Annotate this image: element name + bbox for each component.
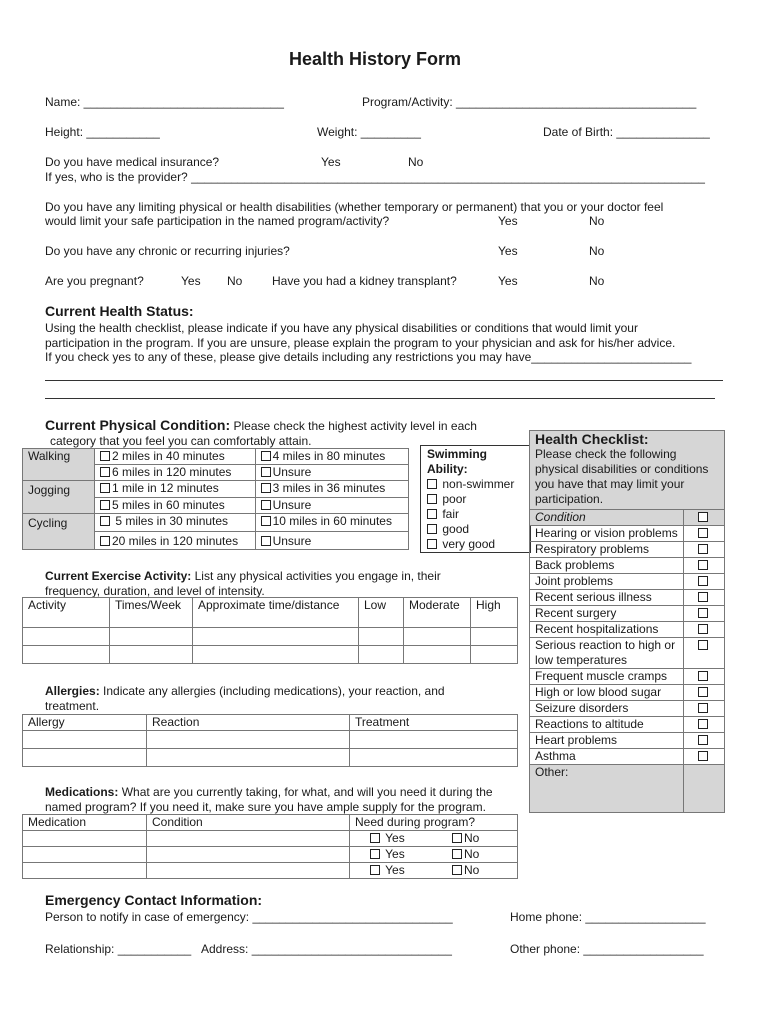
walking-option-unsure[interactable]: Unsure <box>255 465 408 481</box>
checklist-row <box>530 685 725 701</box>
exercise-header-low: Low <box>359 598 404 628</box>
allergies-intro2: treatment. <box>45 699 100 713</box>
relationship-field[interactable]: Relationship: ___________ <box>45 942 192 956</box>
emergency-person-field[interactable]: Person to notify in case of emergency: ______________________________ <box>45 910 453 924</box>
need-during-program-cell <box>350 831 518 847</box>
checkbox-icon[interactable] <box>370 849 380 859</box>
checklist-row <box>530 701 725 717</box>
exercise-heading: Current Exercise Activity: <box>45 569 192 583</box>
checkbox-icon[interactable] <box>698 719 708 729</box>
checklist-row <box>530 558 725 574</box>
table-cell[interactable] <box>471 646 518 664</box>
condition-header: Condition <box>530 510 684 526</box>
checklist-item-label: High or low blood sugar <box>530 685 684 701</box>
checkbox-icon[interactable] <box>100 451 110 461</box>
checklist-item-label: Recent hospitalizations <box>530 622 684 638</box>
checkbox-icon[interactable] <box>452 849 462 859</box>
checklist-row <box>530 733 725 749</box>
checklist-row <box>530 749 725 765</box>
table-cell[interactable] <box>23 628 110 646</box>
checkbox-icon[interactable] <box>100 516 110 526</box>
medications-intro <box>45 785 493 799</box>
health-status-line2: participation in the program. If you are unsure, please explain the program to your physician and ask for his/her advice. <box>45 336 676 350</box>
insurance-yes[interactable]: Yes <box>321 155 341 169</box>
checklist-item-check[interactable] <box>684 638 725 669</box>
checkbox-icon[interactable] <box>698 751 708 761</box>
jogging-option-unsure[interactable]: Unsure <box>255 498 408 514</box>
condition-check-header <box>684 510 725 526</box>
checkbox-icon[interactable] <box>427 509 437 519</box>
checklist-item-check[interactable] <box>684 622 725 638</box>
swimming-option-good[interactable]: good <box>427 522 524 537</box>
allergies-table <box>22 714 518 767</box>
checklist-row <box>530 542 725 558</box>
health-status-line3: If you check yes to any of these, please give details including any restrictions you may have________________________ <box>45 350 692 364</box>
medications-intro2: named program? If you need it, make sure you have ample supply for the program. <box>45 800 486 814</box>
emergency-heading: Emergency Contact Information: <box>45 892 263 908</box>
checkbox-icon[interactable] <box>100 536 110 546</box>
checkbox-icon[interactable] <box>698 576 708 586</box>
walking-label: Walking <box>23 449 95 481</box>
table-cell[interactable] <box>23 831 147 847</box>
need-yes-option[interactable]: Yes <box>370 863 452 878</box>
table-cell[interactable] <box>147 731 350 749</box>
walking-option-1[interactable]: 2 miles in 40 minutes <box>95 449 256 465</box>
kidney-yes[interactable]: Yes <box>498 274 518 288</box>
checklist-row <box>530 717 725 733</box>
allergies-intro <box>45 684 445 698</box>
swimming-ability-box <box>420 445 531 553</box>
checkbox-icon[interactable] <box>698 735 708 745</box>
table-cell[interactable] <box>23 863 147 879</box>
checklist-item-check[interactable] <box>684 717 725 733</box>
table-cell[interactable] <box>350 731 518 749</box>
checklist-item-check[interactable] <box>684 558 725 574</box>
swimming-subtitle: Ability: <box>427 462 468 476</box>
need-yes-option[interactable]: Yes <box>370 847 452 862</box>
chronic-no[interactable]: No <box>589 244 605 258</box>
exercise-table <box>22 597 518 664</box>
exercise-header-moderate: Moderate <box>404 598 471 628</box>
need-no-option[interactable]: No <box>452 831 479 845</box>
details-line-1[interactable] <box>45 380 723 381</box>
table-row <box>23 646 518 664</box>
exercise-header-distance: Approximate time/distance <box>193 598 359 628</box>
table-cell[interactable] <box>147 863 350 879</box>
checkbox-icon[interactable] <box>698 560 708 570</box>
swimming-option-fair[interactable]: fair <box>427 507 524 522</box>
checkbox-icon[interactable] <box>698 703 708 713</box>
allergies-intro1: Indicate any allergies (including medications), your reaction, and <box>103 684 445 698</box>
table-cell[interactable] <box>147 847 350 863</box>
medications-heading: Medications: <box>45 785 119 799</box>
checklist-item-label: Back problems <box>530 558 684 574</box>
checkbox-icon[interactable] <box>261 500 271 510</box>
kidney-no[interactable]: No <box>589 274 605 288</box>
checklist-other-label: Other: <box>530 765 684 813</box>
allergies-heading: Allergies: <box>45 684 100 698</box>
checkbox-icon[interactable] <box>698 640 708 650</box>
need-during-program-cell <box>350 847 518 863</box>
table-row <box>23 628 518 646</box>
checkbox-icon[interactable] <box>427 494 437 504</box>
checklist-item-label: Hearing or vision problems <box>530 526 684 542</box>
cycling-option-1[interactable]: 5 miles in 30 minutes <box>95 514 256 532</box>
table-cell[interactable] <box>23 847 147 863</box>
table-cell[interactable] <box>350 749 518 767</box>
need-during-program-cell <box>350 863 518 879</box>
jogging-label: Jogging <box>23 481 95 514</box>
checklist-item-label: Joint problems <box>530 574 684 590</box>
jogging-option-3[interactable]: 5 miles in 60 minutes <box>95 498 256 514</box>
medications-header-need: Need during program? <box>350 815 518 831</box>
need-no-option[interactable]: No <box>452 847 479 861</box>
checklist-item-label: Recent surgery <box>530 606 684 622</box>
checkbox-icon[interactable] <box>698 592 708 602</box>
table-cell[interactable] <box>110 646 193 664</box>
pregnant-question: Are you pregnant? <box>45 274 144 288</box>
limiting-question-line2: would limit your safe participation in the named program/activity? <box>45 214 390 228</box>
provider-field[interactable]: If yes, who is the provider? _____________________________________________________________________________ <box>45 170 705 184</box>
cycling-option-2[interactable]: 10 miles in 60 minutes <box>255 514 408 532</box>
cycling-option-3[interactable]: 20 miles in 120 minutes <box>95 532 256 550</box>
checklist-item-label: Heart problems <box>530 733 684 749</box>
need-no-option[interactable]: No <box>452 863 479 877</box>
checkbox-icon[interactable] <box>698 687 708 697</box>
exercise-intro2: frequency, duration, and level of intensity. <box>45 584 265 598</box>
swimming-option-very-good[interactable]: very good <box>427 537 524 552</box>
checklist-other-cell[interactable] <box>684 765 725 813</box>
medications-table <box>22 814 518 879</box>
checkbox-icon[interactable] <box>100 483 110 493</box>
exercise-intro <box>45 569 441 583</box>
checklist-item-label: Serious reaction to high or low temperatures <box>530 638 684 669</box>
table-cell[interactable] <box>471 628 518 646</box>
checkbox-icon[interactable] <box>698 528 708 538</box>
health-checklist-header <box>530 431 725 510</box>
checklist-row <box>530 669 725 685</box>
allergies-header-allergy: Allergy <box>23 715 147 731</box>
table-row <box>23 749 518 767</box>
table-cell[interactable] <box>110 628 193 646</box>
medications-header-medication: Medication <box>23 815 147 831</box>
table-cell[interactable] <box>404 646 471 664</box>
table-cell[interactable] <box>404 628 471 646</box>
checkbox-icon[interactable] <box>261 467 271 477</box>
checklist-item-check[interactable] <box>684 542 725 558</box>
health-checklist-desc: Please check the following physical disabilities or conditions you have that may limit your participation. <box>535 447 709 506</box>
checklist-item-check[interactable] <box>684 701 725 717</box>
table-cell[interactable] <box>359 628 404 646</box>
checkbox-icon[interactable] <box>452 865 462 875</box>
details-line-2[interactable] <box>45 398 715 399</box>
insurance-question: Do you have medical insurance? <box>45 155 220 169</box>
table-row <box>23 863 518 879</box>
checklist-item-label: Asthma <box>530 749 684 765</box>
table-cell[interactable] <box>23 646 110 664</box>
table-row <box>23 831 518 847</box>
physical-condition-table <box>22 448 409 550</box>
pregnant-yes[interactable]: Yes <box>181 274 201 288</box>
swimming-title: Swimming <box>427 447 488 461</box>
exercise-header-activity: Activity <box>23 598 110 628</box>
health-checklist-table <box>529 430 725 813</box>
checklist-item-label: Seizure disorders <box>530 701 684 717</box>
checkbox-icon[interactable] <box>698 544 708 554</box>
checkbox-icon[interactable] <box>100 500 110 510</box>
need-yes-option[interactable]: Yes <box>370 831 452 846</box>
chronic-question: Do you have any chronic or recurring injuries? <box>45 244 290 258</box>
checklist-item-check[interactable] <box>684 590 725 606</box>
table-row <box>23 731 518 749</box>
checklist-item-check[interactable] <box>684 574 725 590</box>
limiting-yes[interactable]: Yes <box>498 214 518 228</box>
checklist-item-check[interactable] <box>684 733 725 749</box>
checkbox-icon[interactable] <box>370 833 380 843</box>
table-cell[interactable] <box>23 731 147 749</box>
cycling-option-unsure[interactable]: Unsure <box>255 532 408 550</box>
checklist-row <box>530 606 725 622</box>
other-phone-field[interactable]: Other phone: __________________ <box>510 942 704 956</box>
table-cell[interactable] <box>359 646 404 664</box>
checkbox-icon[interactable] <box>261 451 271 461</box>
checkbox-icon[interactable] <box>261 536 271 546</box>
pregnant-no[interactable]: No <box>227 274 243 288</box>
table-cell[interactable] <box>147 831 350 847</box>
checklist-row <box>530 526 725 542</box>
checkbox-icon[interactable] <box>100 467 110 477</box>
table-cell[interactable] <box>23 749 147 767</box>
table-row <box>23 847 518 863</box>
checklist-item-check[interactable] <box>684 685 725 701</box>
checkbox-icon[interactable] <box>427 524 437 534</box>
checklist-row <box>530 622 725 638</box>
swimming-option-poor[interactable]: poor <box>427 492 524 507</box>
dob-field[interactable]: Date of Birth: ______________ <box>543 125 710 139</box>
checklist-item-label: Frequent muscle cramps <box>530 669 684 685</box>
physical-condition-heading: Current Physical Condition: <box>45 417 231 433</box>
walking-option-2[interactable]: 4 miles in 80 minutes <box>255 449 408 465</box>
table-cell[interactable] <box>147 749 350 767</box>
weight-field[interactable]: Weight: _________ <box>317 125 421 139</box>
checkbox-icon[interactable] <box>698 512 708 522</box>
checkbox-icon[interactable] <box>427 539 437 549</box>
checklist-item-check[interactable] <box>684 669 725 685</box>
checklist-item-check[interactable] <box>684 526 725 542</box>
checklist-item-label: Recent serious illness <box>530 590 684 606</box>
checklist-row <box>530 590 725 606</box>
physical-condition-intro2: category that you feel you can comfortably attain. <box>50 434 312 448</box>
physical-condition-intro <box>45 417 477 433</box>
health-status-heading: Current Health Status: <box>45 303 194 319</box>
page-title: Health History Form <box>289 49 462 69</box>
exercise-header-times: Times/Week <box>110 598 193 628</box>
swimming-option-non-swimmer[interactable]: non-swimmer <box>427 477 524 492</box>
allergies-header-reaction: Reaction <box>147 715 350 731</box>
health-status-line1: Using the health checklist, please indicate if you have any physical disabilities or conditions that would limit your <box>45 321 638 335</box>
limiting-no[interactable]: No <box>589 214 605 228</box>
health-checklist-title: Health Checklist: <box>535 431 649 447</box>
program-field[interactable]: Program/Activity: ____________________________________ <box>362 95 697 109</box>
checklist-item-check[interactable] <box>684 749 725 765</box>
cycling-label: Cycling <box>23 514 95 550</box>
jogging-option-2[interactable]: 3 miles in 36 minutes <box>255 481 408 498</box>
checklist-item-label: Respiratory problems <box>530 542 684 558</box>
kidney-question: Have you had a kidney transplant? <box>272 274 457 288</box>
checkbox-icon[interactable] <box>261 483 271 493</box>
physical-condition-intro1: Please check the highest activity level in each <box>233 419 477 433</box>
height-field[interactable]: Height: ___________ <box>45 125 160 139</box>
checkbox-icon[interactable] <box>698 671 708 681</box>
checkbox-icon[interactable] <box>452 833 462 843</box>
exercise-intro1: List any physical activities you engage in, their <box>194 569 441 583</box>
limiting-question-line1: Do you have any limiting physical or health disabilities (whether temporary or permanent) that you or your doctor feel <box>45 200 664 214</box>
checklist-row <box>530 574 725 590</box>
medications-intro1: What are you currently taking, for what, and will you need it during the <box>121 785 493 799</box>
checkbox-icon[interactable] <box>698 624 708 634</box>
name-field[interactable]: Name: ______________________________ <box>45 95 284 109</box>
table-cell[interactable] <box>193 628 359 646</box>
checkbox-icon[interactable] <box>261 516 271 526</box>
checkbox-icon[interactable] <box>370 865 380 875</box>
table-cell[interactable] <box>193 646 359 664</box>
checklist-item-check[interactable] <box>684 606 725 622</box>
home-phone-field[interactable]: Home phone: __________________ <box>510 910 706 924</box>
jogging-option-1[interactable]: 1 mile in 12 minutes <box>95 481 256 498</box>
insurance-no[interactable]: No <box>408 155 424 169</box>
checkbox-icon[interactable] <box>427 479 437 489</box>
exercise-header-high: High <box>471 598 518 628</box>
chronic-yes[interactable]: Yes <box>498 244 518 258</box>
checklist-item-label: Reactions to altitude <box>530 717 684 733</box>
medications-header-condition: Condition <box>147 815 350 831</box>
checklist-row <box>530 638 725 669</box>
address-field[interactable]: Address: ______________________________ <box>201 942 452 956</box>
walking-option-3[interactable]: 6 miles in 120 minutes <box>95 465 256 481</box>
allergies-header-treatment: Treatment <box>350 715 518 731</box>
checkbox-icon[interactable] <box>698 608 708 618</box>
